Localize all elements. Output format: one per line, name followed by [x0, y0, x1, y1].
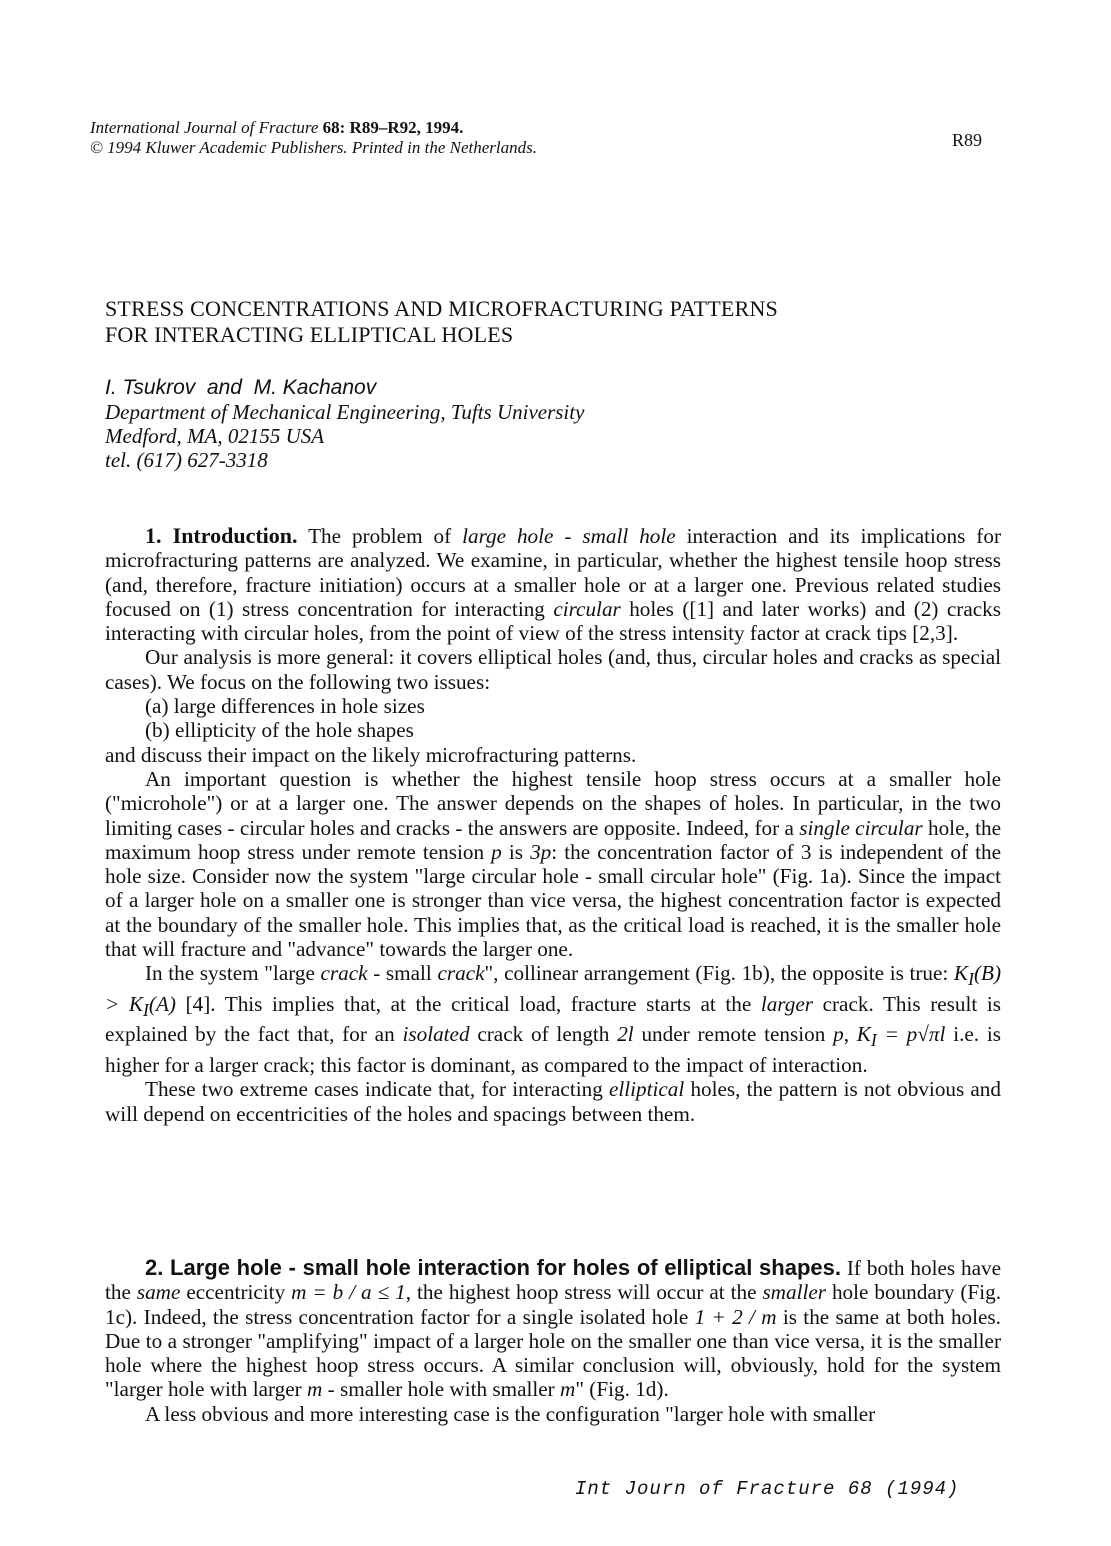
math: 3p: [530, 839, 552, 864]
text-run: - small: [367, 961, 438, 986]
intro-paragraph-6: [105, 1077, 1001, 1126]
text-run: ", collinear arrangement (Fig. 1b), the opposite is true:: [484, 961, 954, 986]
emphasis: large hole - small hole: [462, 524, 676, 548]
section2-paragraph-2: A less obvious and more interesting case is the configuration "larger hole with smaller: [145, 1401, 876, 1426]
list-item-b: (b) ellipticity of the hole shapes: [145, 718, 414, 743]
emphasis: crack: [320, 961, 368, 986]
math: p: [491, 839, 502, 864]
math: m = b / a ≤ 1: [291, 1280, 406, 1305]
text-run: is the same at both holes. Due to a stronger "amplifying" impact of a larger hole on the smaller one than vice versa, it is the smaller hole where the highest hoop stress occurs. A similar conclusion will, obviously, hold for the system "larger hole with larger: [105, 1304, 1001, 1402]
affiliation-line-2: Medford, MA, 02155 USA: [105, 424, 325, 448]
math: [856, 1022, 946, 1051]
journal-name: International Journal of Fracture: [90, 118, 319, 137]
emphasis: crack: [437, 961, 485, 986]
emphasis: single circular: [799, 815, 923, 840]
section-2-heading: 2. Large hole - small hole interaction for holes of elliptical shapes.: [145, 1255, 841, 1280]
footer-journal-reference: Int Journ of Fracture 68 (1994): [575, 1478, 960, 1500]
math: 1 + 2 / m: [694, 1304, 777, 1329]
text-run: These two extreme cases indicate that, for interacting: [145, 1077, 609, 1102]
intro-paragraph-3: and discuss their impact on the likely microfracturing patterns.: [105, 742, 637, 767]
journal-header: [90, 118, 537, 158]
pages-year: : R89–R92, 1994.: [339, 118, 464, 137]
text-run: An important question is whether the highest tensile hoop stress occurs at a smaller hole ("microhole") or at a larger one. The answer depends on the shapes of holes. In particular, in the two limiting cases - circular holes and cracks - the answers are opposite. Indeed, for a: [105, 766, 1001, 840]
math-part: (B) > K: [105, 961, 1002, 1016]
math-part: K: [856, 1022, 871, 1047]
text-run: crack. This result is explained by the fact that, for an: [105, 991, 1001, 1047]
text-run: The problem of: [297, 524, 463, 548]
text-run: is: [501, 839, 531, 864]
text-run: interaction and its implications for microfracturing patterns are analyzed. We examine, in particular, whether the highest tensile hoop stress (and, therefore, fracture initiation) occurs at a smaller hole or at a larger one. Previous related studies focused on (1) stress concentration for interacting: [105, 524, 1001, 621]
text-run: eccentricity: [180, 1280, 292, 1305]
section2-paragraph-1: [105, 1256, 1001, 1402]
math: p: [833, 1022, 844, 1047]
math-sub: I: [143, 1000, 149, 1021]
text-run: hole, the maximum hoop stress under remote tension: [105, 815, 1001, 864]
emphasis: circular: [553, 596, 621, 621]
page-number: R89: [952, 130, 983, 150]
math-part: (A): [148, 991, 176, 1016]
section-large-small-hole: [105, 1256, 1001, 1426]
math-part: K: [953, 961, 969, 986]
paper-title: [105, 296, 778, 348]
text-run: , the highest hoop stress will occur at the: [405, 1280, 763, 1305]
intro-paragraph-5: [105, 961, 1001, 1077]
affiliation-line-3: tel. (617) 627-3318: [105, 448, 268, 472]
section-introduction: [105, 524, 1001, 1126]
math-sub: I: [870, 1030, 877, 1051]
authors: I. Tsukrov and M. Kachanov: [105, 376, 377, 399]
affiliation-line-1: Department of Mechanical Engineering, Tufts University: [105, 400, 585, 424]
emphasis: isolated: [402, 1022, 470, 1047]
title-line-1: STRESS CONCENTRATIONS AND MICROFRACTURING PATTERNS: [105, 296, 778, 321]
emphasis: same: [136, 1280, 181, 1305]
text-run: [4]. This implies that, at the critical load, fracture starts at the: [175, 991, 761, 1016]
text-run: In the system "large: [145, 961, 321, 986]
text-run: holes, the pattern is not obvious and will depend on eccentricities of the holes and spacings between them.: [105, 1077, 1001, 1126]
text-run: " (Fig. 1d).: [575, 1377, 669, 1402]
intro-paragraph-4: [105, 767, 1001, 961]
section-1-heading: 1. Introduction.: [145, 523, 298, 548]
intro-paragraph-1: [105, 524, 1001, 645]
copyright-line: © 1994 Kluwer Academic Publishers. Printed in the Netherlands.: [90, 138, 538, 157]
emphasis: elliptical: [608, 1077, 685, 1102]
text-run: : the concentration factor of 3 is independent of the hole size. Consider now the system "large circular hole - small circular hole" (Fig. 1a). Since the impact of a larger hole on a smaller one is stronger than vice versa, the highest concentration factor is expected at the boundary of the smaller hole. This implies that, as the critical load is reached, it is the smaller hole that will fracture and "advance" towards the larger one.: [105, 839, 1001, 962]
math: m: [307, 1377, 323, 1402]
list-item-a: (a) large differences in hole sizes: [145, 694, 425, 719]
text-run: hole boundary (Fig. 1c). Indeed, the stress concentration factor for a single isolated hole: [105, 1280, 1001, 1329]
intro-paragraph-2: Our analysis is more general: it covers elliptical holes (and, thus, circular holes and cracks as special cases). We focus on the following two issues:: [105, 645, 1001, 694]
text-run: i.e. is higher for a larger crack; this factor is dominant, as compared to the impact of interaction.: [105, 1022, 1001, 1077]
emphasis: smaller: [762, 1280, 826, 1305]
title-line-2: FOR INTERACTING ELLIPTICAL HOLES: [105, 322, 514, 347]
text-run: - smaller hole with smaller: [322, 1377, 561, 1402]
text-run: holes ([1] and later works) and (2) cracks interacting with circular holes, from the point of view of the stress intensity factor at crack tips [2,3].: [105, 596, 1001, 646]
text-run: ,: [843, 1022, 857, 1047]
affiliation: [105, 400, 584, 472]
text-run: crack of length: [469, 1022, 618, 1047]
volume-number: 68: [322, 118, 340, 137]
math-part: = p√πl: [876, 1022, 946, 1047]
text-run: under remote tension: [633, 1022, 834, 1047]
text-run: If both holes have the: [105, 1256, 1002, 1305]
math: 2l: [617, 1022, 634, 1047]
citation-line: [90, 118, 537, 138]
emphasis: larger: [760, 991, 813, 1016]
math-sub: I: [968, 969, 974, 990]
math: m: [560, 1377, 576, 1402]
